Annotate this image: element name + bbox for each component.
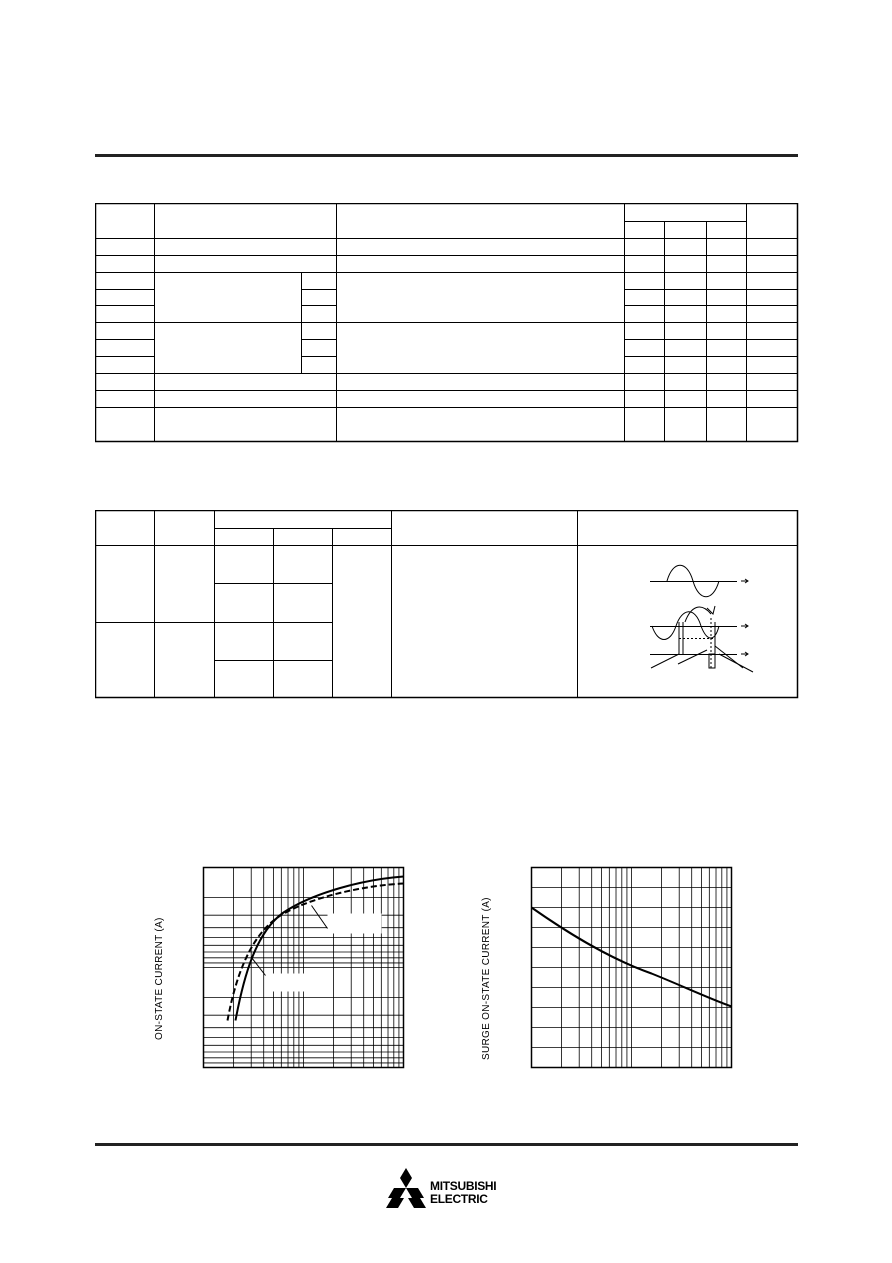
footer-rule: [95, 1143, 798, 1146]
electrical-characteristics-table: [95, 203, 799, 443]
surge-on-state-current-axis-label: SURGE ON-STATE CURRENT (A): [481, 897, 492, 1060]
three-diamonds-icon: [386, 1168, 426, 1208]
grid: [204, 868, 404, 1068]
waveform-diagram: [650, 565, 753, 672]
switching-characteristics-table: [95, 510, 799, 699]
on-state-current-axis-label: ON-STATE CURRENT (A): [154, 917, 165, 1040]
surge-current-chart: [530, 866, 734, 1075]
logo-line-1: MITSUBISHI: [430, 1179, 497, 1193]
header-rule: [95, 154, 798, 157]
leader-line: [312, 906, 328, 929]
label-box: [328, 914, 382, 934]
grid: [532, 868, 732, 1068]
on-state-characteristics-chart: [202, 866, 406, 1075]
mitsubishi-electric-logo: [386, 1168, 510, 1208]
label-box: [266, 974, 318, 992]
logo-line-2: ELECTRIC: [430, 1192, 488, 1206]
